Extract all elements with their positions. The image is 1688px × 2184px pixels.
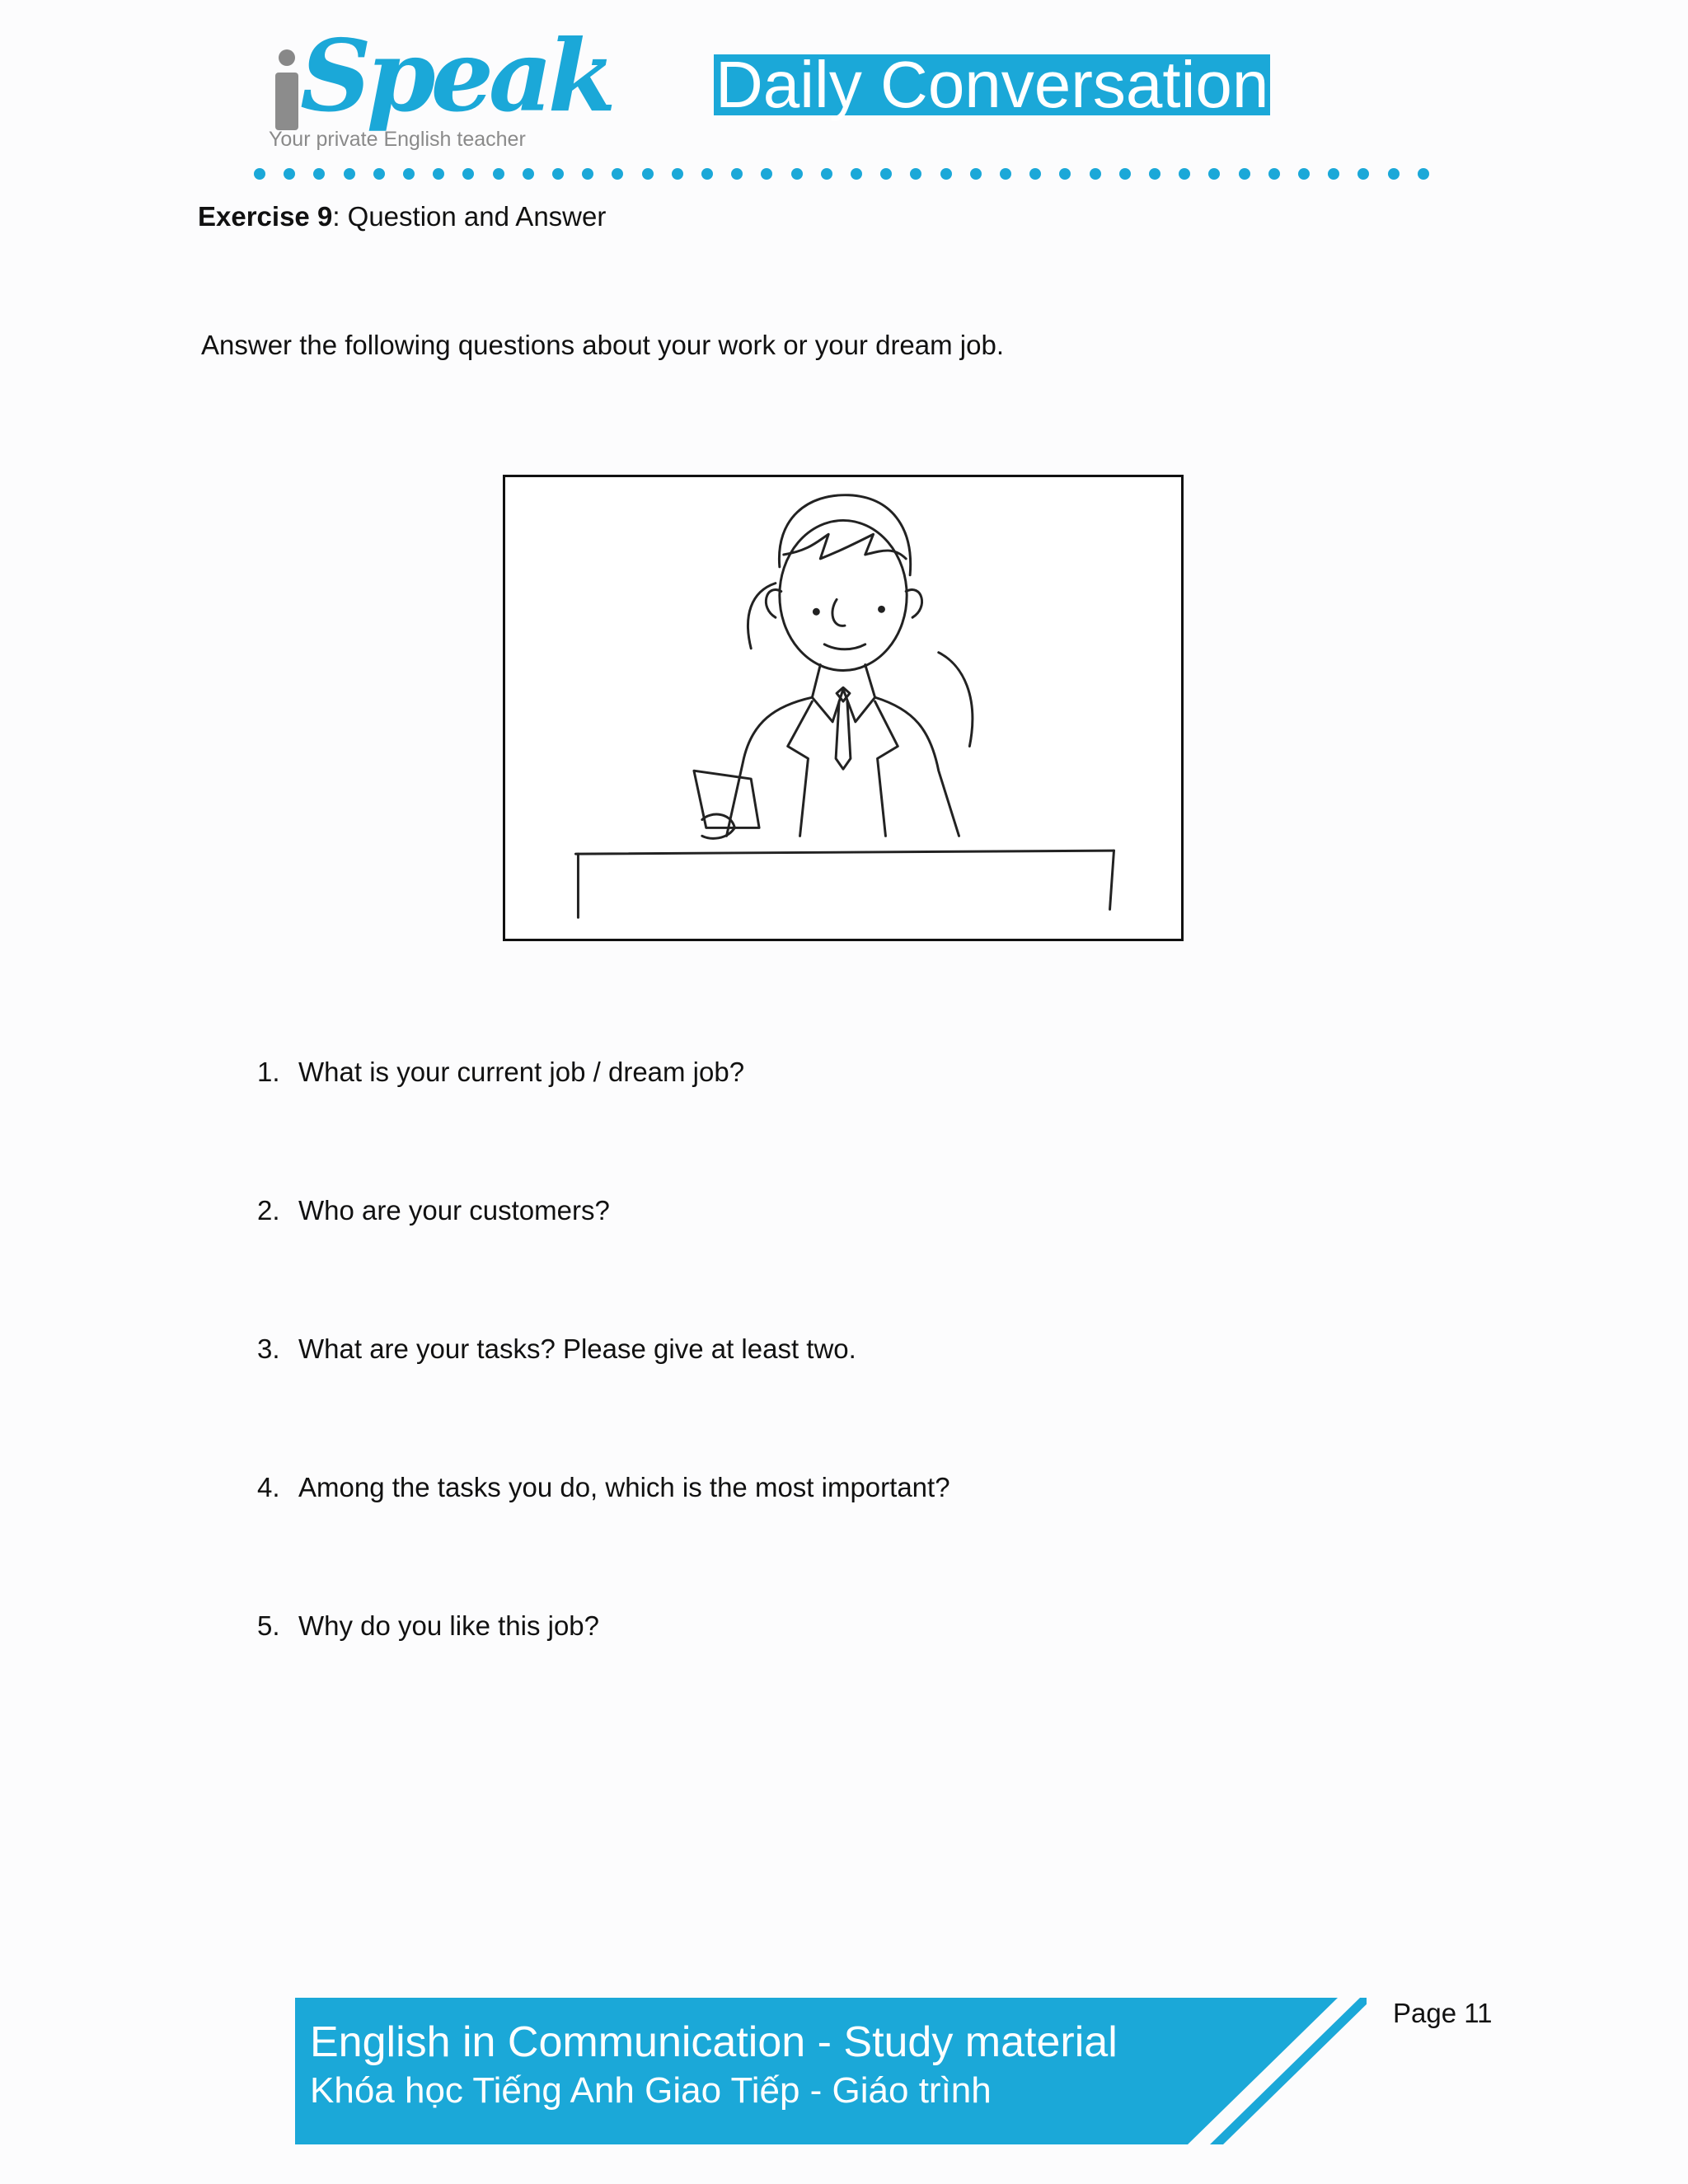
divider-dot — [1179, 168, 1190, 180]
divider-dot — [1418, 168, 1429, 180]
divider-dot — [1090, 168, 1101, 180]
divider-dot — [791, 168, 803, 180]
divider-dot — [403, 168, 415, 180]
divider-dot — [612, 168, 623, 180]
page-number: Page 11 — [1393, 1998, 1493, 2028]
divider-dot — [731, 168, 743, 180]
question-item — [257, 1333, 1246, 1365]
question-item — [257, 1195, 1246, 1226]
divider-dot — [1208, 168, 1220, 180]
man-at-desk-illustration — [503, 475, 1184, 941]
question-text: Who are your customers? — [298, 1195, 610, 1226]
footer-title-en: English in Communication - Study material — [310, 2018, 1118, 2066]
divider-dot — [701, 168, 713, 180]
divider-dot — [493, 168, 504, 180]
divider-dot — [313, 168, 325, 180]
divider-dot — [1000, 168, 1011, 180]
logo-tagline: Your private English teacher — [269, 128, 526, 151]
exercise-heading — [198, 201, 606, 232]
divider-dot — [284, 168, 295, 180]
question-number: 5. — [257, 1610, 280, 1641]
divider-dot — [523, 168, 534, 180]
divider-dot — [970, 168, 982, 180]
question-item — [257, 1610, 1246, 1642]
exercise-title: : Question and Answer — [332, 201, 607, 232]
divider-dot — [1268, 168, 1280, 180]
dotted-divider — [254, 166, 1437, 183]
divider-dot — [1029, 168, 1041, 180]
logo-i-stem — [275, 73, 298, 130]
divider-dot — [761, 168, 772, 180]
divider-dot — [1388, 168, 1400, 180]
logo-i-dot — [279, 49, 295, 66]
divider-dot — [940, 168, 952, 180]
question-text: Among the tasks you do, which is the most important? — [298, 1472, 950, 1502]
question-item — [257, 1472, 1246, 1503]
question-number: 2. — [257, 1195, 280, 1226]
divider-dot — [672, 168, 683, 180]
divider-dot — [344, 168, 355, 180]
divider-dot — [880, 168, 892, 180]
exercise-instruction: Answer the following questions about your work or your dream job. — [201, 330, 1004, 360]
question-text: What is your current job / dream job? — [298, 1057, 745, 1087]
question-number: 3. — [257, 1333, 280, 1364]
divider-dot — [433, 168, 444, 180]
question-number: 4. — [257, 1472, 280, 1502]
divider-dot — [642, 168, 654, 180]
logo-brand-word: Speak — [300, 18, 612, 134]
question-text: What are your tasks? Please give at least two. — [298, 1333, 856, 1364]
divider-dot — [821, 168, 832, 180]
divider-dot — [1239, 168, 1250, 180]
ispeak-logo — [264, 15, 612, 159]
divider-dot — [1119, 168, 1131, 180]
question-item — [257, 1057, 1246, 1088]
question-text: Why do you like this job? — [298, 1610, 600, 1641]
man-at-desk-sketch-icon — [505, 477, 1181, 939]
divider-dot — [851, 168, 862, 180]
document-title: Daily Conversation — [715, 48, 1269, 121]
question-number: 1. — [257, 1057, 280, 1087]
divider-dot — [582, 168, 593, 180]
divider-dot — [373, 168, 385, 180]
divider-dot — [1149, 168, 1160, 180]
exercise-label: Exercise 9 — [198, 201, 333, 232]
divider-dot — [910, 168, 921, 180]
divider-dot — [552, 168, 564, 180]
divider-dot — [1328, 168, 1339, 180]
divider-dot — [254, 168, 265, 180]
footer-title-vi: Khóa học Tiếng Anh Giao Tiếp - Giáo trình — [310, 2070, 992, 2111]
divider-dot — [1298, 168, 1310, 180]
divider-dot — [462, 168, 474, 180]
divider-dot — [1357, 168, 1369, 180]
divider-dot — [1059, 168, 1071, 180]
